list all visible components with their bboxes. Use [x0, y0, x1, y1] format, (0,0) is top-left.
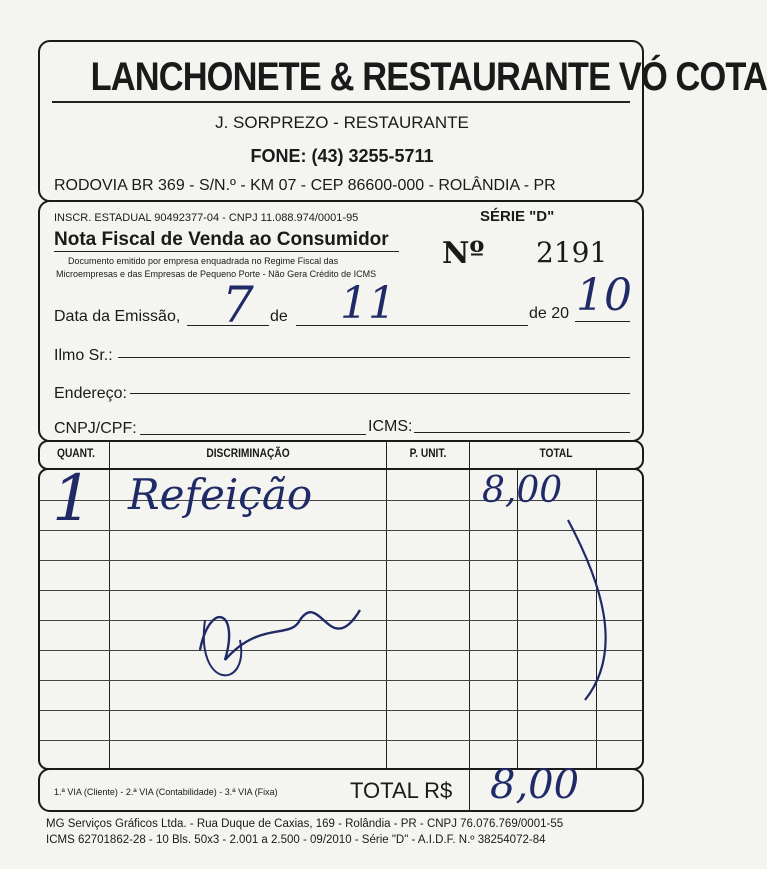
- address-line: RODOVIA BR 369 - S/N.º - KM 07 - CEP 86600-000 - ROLÂNDIA - PR: [54, 177, 556, 194]
- date-de-1: de: [270, 308, 288, 325]
- col-divider-4: [517, 470, 518, 768]
- col-header-quant: QUANT.: [57, 446, 95, 460]
- col-divider-3: [469, 442, 470, 768]
- document-note-2: Microempresas e das Empresas de Pequeno Porte - Não Gera Crédito de ICMS: [56, 269, 377, 279]
- title-underline: [52, 101, 630, 103]
- col-header-punit: P. UNIT.: [409, 446, 447, 460]
- owner-line: J. SORPREZO - RESTAURANTE: [215, 113, 469, 132]
- ilmo-line: [118, 357, 630, 358]
- handwritten-day: 7: [222, 276, 254, 334]
- handwritten-description: Refeição: [128, 470, 313, 519]
- invoice-number: 2191: [536, 236, 608, 269]
- handwritten-total: 8,00: [482, 470, 563, 511]
- doc-title-underline: [54, 251, 399, 252]
- ilmo-label: Ilmo Sr.:: [54, 347, 113, 364]
- col-divider-2: [386, 442, 387, 768]
- total-label: TOTAL R$: [350, 778, 453, 803]
- col-divider-5: [596, 470, 597, 768]
- date-month-line: [296, 325, 528, 326]
- handwritten-month: 11: [340, 278, 396, 329]
- phone-line: FONE: (43) 3255-5711: [250, 146, 434, 166]
- endereco-label: Endereço:: [54, 385, 127, 402]
- date-label: Data da Emissão,: [54, 308, 181, 325]
- table-row-line: [40, 530, 642, 531]
- series-label: SÉRIE "D": [480, 208, 555, 225]
- table-row-line: [40, 560, 642, 561]
- total-divider: [469, 768, 470, 812]
- number-label: Nº: [442, 236, 485, 271]
- table-row-line: [40, 590, 642, 591]
- table-row-line: [40, 680, 642, 681]
- icms-line: [414, 432, 630, 433]
- table-row-line: [40, 740, 642, 741]
- icms-label: ICMS:: [368, 418, 413, 435]
- table-row-line: [40, 710, 642, 711]
- table-row-line: [40, 650, 642, 651]
- date-year-line: [575, 321, 630, 322]
- col-header-total: TOTAL: [539, 446, 573, 460]
- cnpj-line: [140, 434, 366, 435]
- business-name: LANCHONETE & RESTAURANTE VÓ COTA: [90, 55, 767, 99]
- printer-info-1: MG Serviços Gráficos Ltda. - Rua Duque de Caxias, 169 - Rolândia - PR - CNPJ 76.076.769/0001-55: [46, 818, 564, 830]
- document-note-1: Documento emitido por empresa enquadrada no Regime Fiscal das: [68, 256, 339, 266]
- table-row-line: [40, 620, 642, 621]
- registration-line: INSCR. ESTADUAL 90492377-04 - CNPJ 11.088.974/0001-95: [54, 212, 359, 224]
- handwritten-year: 10: [576, 270, 632, 321]
- cnpj-label: CNPJ/CPF:: [54, 420, 137, 437]
- col-divider-1: [109, 442, 110, 768]
- endereco-line: [130, 393, 630, 394]
- handwritten-grand-total: 8,00: [490, 762, 580, 808]
- date-de-2: de 20: [529, 305, 570, 322]
- handwritten-quantity: 1: [52, 462, 93, 536]
- via-distribution: 1.ª VIA (Cliente) - 2.ª VIA (Contabilidade) - 3.ª VIA (Fixa): [54, 787, 278, 797]
- col-header-discriminacao: DISCRIMINAÇÃO: [206, 446, 290, 460]
- document-title: Nota Fiscal de Venda ao Consumidor: [54, 229, 389, 250]
- printer-info-2: ICMS 62701862-28 - 10 Bls. 50x3 - 2.001 a 2.500 - 09/2010 - Série "D" - A.I.D.F. N.º 38254072-84: [46, 834, 546, 846]
